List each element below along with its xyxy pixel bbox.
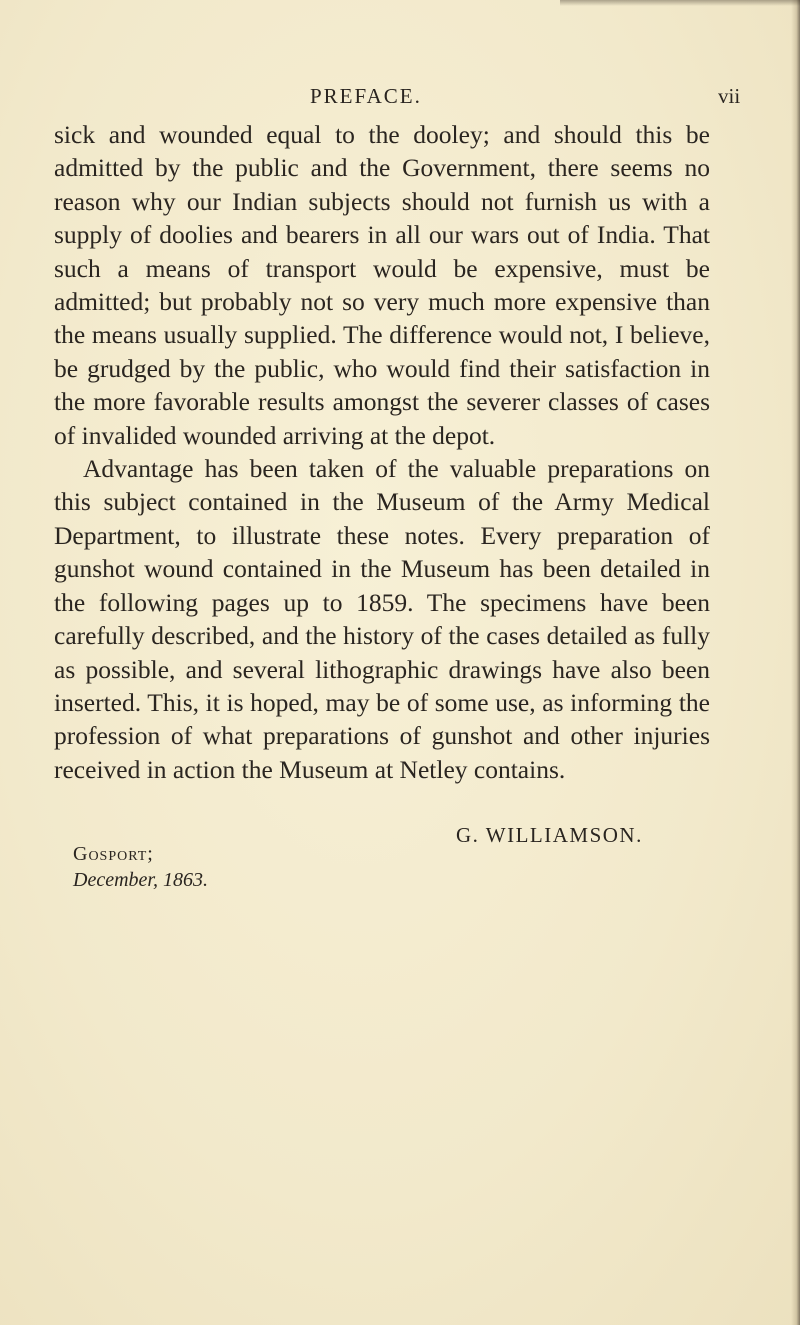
paragraph-2: Advantage has been taken of the valuable preparations on this subject contained in the Museum of the Army Medical Department, to illustrate these notes. Every preparation of gunshot wound contained in the Museum has been detailed in the following pages up to 1859. The specimens have been carefully described, and the history of the cases detailed as fully as possible, and several lithographic drawings have also been inserted. This, it is hoped, may be of some use, as informing the profession of what preparations of gunshot and other injuries received in action the Museum at Netley contains. [54, 454, 710, 784]
paragraph-1: sick and wounded equal to the dooley; and should this be admitted by the public and the Government, there seems no reason why our Indian subjects should not furnish us with a supply of doolies and bearers in all our wars out of India. That such a means of transport would be expensive, must be admitted; but probably not so very much more expensive than the means usually supplied. The difference would not, I believe, be grudged by the public, who would find their satisfaction in the more favorable results amongst the severer classes of cases of invalided wounded arriving at the depot. [54, 120, 710, 450]
place-name: Gosport; [73, 843, 154, 865]
running-header [0, 84, 800, 114]
page-number: vii [718, 84, 741, 108]
running-title: PREFACE. [310, 84, 422, 108]
preface-text [54, 118, 710, 786]
date-line: December, 1863. [73, 869, 208, 891]
page-corner-shadow [560, 0, 800, 6]
place-line [73, 843, 154, 866]
page-edge-shadow [791, 0, 800, 1325]
author-signature: G. WILLIAMSON. [456, 823, 643, 847]
